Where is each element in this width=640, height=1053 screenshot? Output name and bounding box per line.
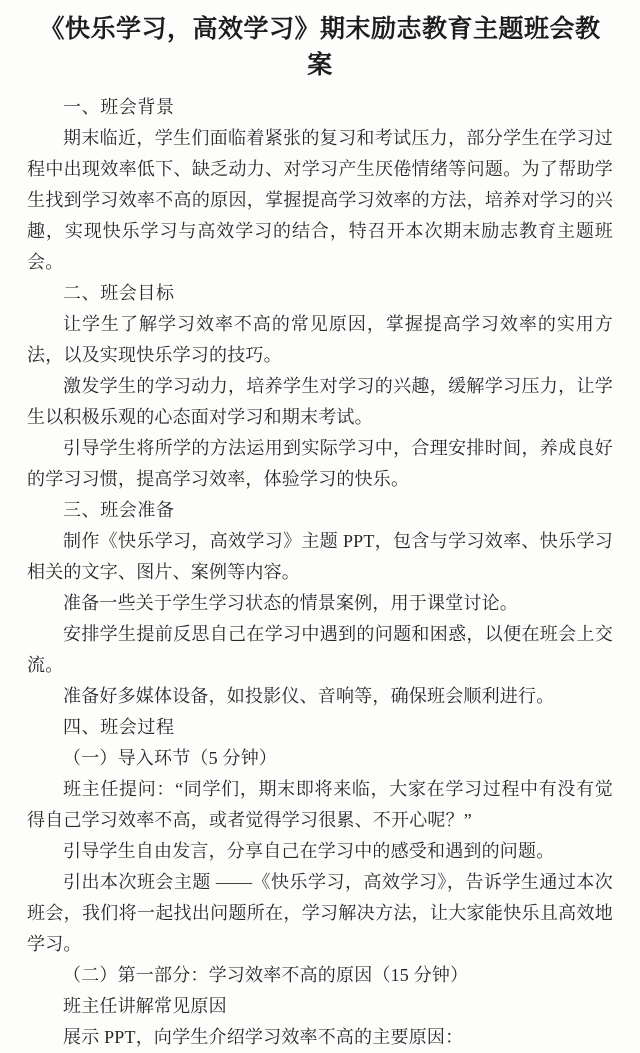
section-heading: 一、班会背景: [63, 97, 175, 117]
paragraph: 制作《快乐学习，高效学习》主题 PPT，包含与学习效率、快乐学习相关的文字、图片、案例等内容。: [27, 531, 613, 582]
document-title: 《快乐学习，高效学习》期末励志教育主题班会教案: [39, 15, 601, 79]
section-heading: 三、班会准备: [63, 500, 175, 520]
paragraph: 准备一些关于学生学习状态的情景案例，用于课堂讨论。: [63, 593, 518, 613]
paragraph: 安排学生提前反思自己在学习中遇到的问题和困惑，以便在班会上交流。: [27, 624, 613, 675]
paragraph: 准备好多媒体设备，如投影仪、音响等，确保班会顺利进行。: [63, 686, 555, 706]
subsection-heading: （二）第一部分：学习效率不高的原因（15 分钟）: [63, 965, 469, 985]
paragraph: 引导学生自由发言，分享自己在学习中的感受和遇到的问题。: [63, 841, 555, 861]
paragraph: 班主任讲解常见原因: [63, 996, 227, 1016]
section-heading: 四、班会过程: [63, 717, 175, 737]
paragraph: 激发学生的学习动力，培养学生对学习的兴趣，缓解学习压力，让学生以积极乐观的心态面对学习和期末考试。: [27, 376, 613, 427]
paragraph: 引导学生将所学的方法运用到实际学习中，合理安排时间，养成良好的学习习惯，提高学习效率，体验学习的快乐。: [27, 438, 613, 489]
paragraph: 让学生了解学习效率不高的常见原因，掌握提高学习效率的实用方法，以及实现快乐学习的技巧。: [27, 314, 613, 365]
section-heading: 二、班会目标: [63, 283, 175, 303]
paragraph: 展示 PPT，向学生介绍学习效率不高的主要原因：: [63, 1027, 464, 1047]
document-body: [27, 92, 613, 1053]
subsection-heading: （一）导入环节（5 分钟）: [63, 748, 278, 768]
paragraph: 班主任提问：“同学们，期末即将来临，大家在学习过程中有没有觉得自己学习效率不高，或者觉得学习很累、不开心呢？”: [27, 779, 613, 830]
paragraph: 引出本次班会主题 ——《快乐学习，高效学习》，告诉学生通过本次班会，我们将一起找出问题所在，学习解决方法，让大家能快乐且高效地学习。: [27, 872, 613, 954]
paragraph: 期末临近，学生们面临着紧张的复习和考试压力，部分学生在学习过程中出现效率低下、缺乏动力、对学习产生厌倦情绪等问题。为了帮助学生找到学习效率不高的原因，掌握提高学习效率的方法，培养对学习的兴趣，实现快乐学习与高效学习的结合，特召开本次期末励志教育主题班会。: [27, 128, 613, 272]
